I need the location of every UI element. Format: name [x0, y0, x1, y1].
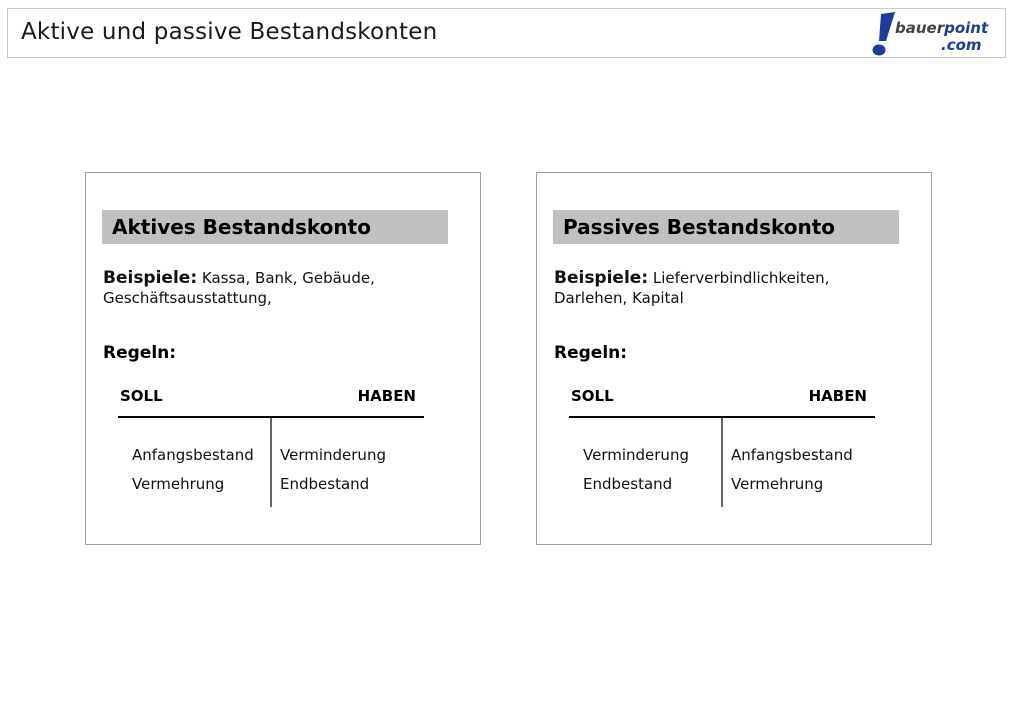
examples-label: Beispiele:	[554, 268, 649, 288]
rules-label: Regeln:	[554, 343, 628, 363]
soll-entry: Vermehrung	[132, 475, 225, 493]
soll-header: SOLL	[571, 387, 614, 405]
examples-line1: Kassa, Bank, Gebäude,	[201, 269, 375, 287]
logo-wordmark: bauerpoint	[895, 19, 989, 37]
soll-entry: Verminderung	[583, 446, 689, 464]
card-passives-bestandskonto	[536, 172, 932, 545]
haben-entry: Anfangsbestand	[731, 446, 853, 464]
t-vertical-line	[721, 418, 723, 507]
logo-domain: .com	[941, 36, 982, 54]
card-title: Passives Bestandskonto	[553, 210, 899, 244]
card-aktives-bestandskonto	[85, 172, 481, 545]
t-account	[118, 385, 426, 510]
soll-header: SOLL	[120, 387, 163, 405]
examples-line2: Darlehen, Kapital	[554, 289, 684, 307]
examples-line1: Lieferverbindlichkeiten,	[652, 269, 830, 287]
page-title: Aktive und passive Bestandskonten	[21, 19, 438, 45]
examples-text	[554, 268, 884, 308]
t-account	[569, 385, 877, 510]
examples-label: Beispiele:	[103, 268, 198, 288]
haben-entry: Verminderung	[280, 446, 386, 464]
bauerpoint-logo	[869, 11, 993, 57]
examples-text	[103, 268, 433, 308]
soll-entry: Anfangsbestand	[132, 446, 254, 464]
soll-entry: Endbestand	[583, 475, 673, 493]
examples-line2: Geschäftsausstattung,	[103, 289, 272, 307]
card-title: Aktives Bestandskonto	[102, 210, 448, 244]
haben-entry: Endbestand	[280, 475, 370, 493]
t-vertical-line	[270, 418, 272, 507]
haben-entry: Vermehrung	[731, 475, 824, 493]
haben-header: HABEN	[808, 387, 867, 405]
slide-header	[7, 8, 1006, 58]
haben-header: HABEN	[357, 387, 416, 405]
rules-label: Regeln:	[103, 343, 177, 363]
